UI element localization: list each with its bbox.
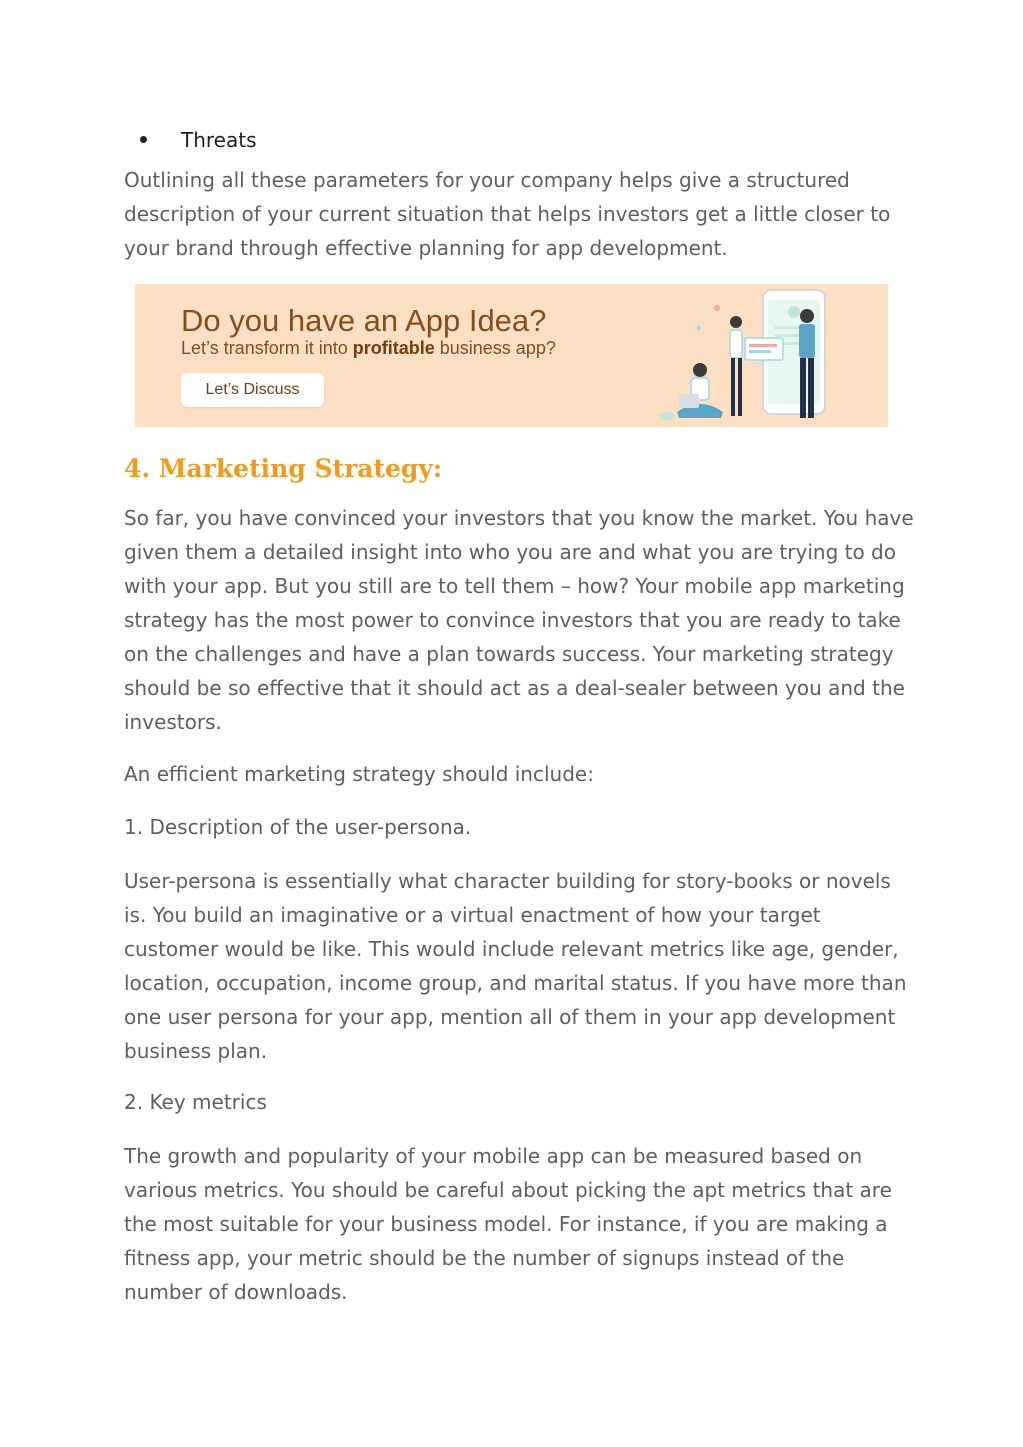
list-item-user-persona: 1. Description of the user-persona. [124, 815, 472, 839]
strategy-paragraph: So far, you have convinced your investors that you know the market. You have given them a detailed insight into who you are and what you are trying to do with your app. But you still are to tell them – how? Your mobile app marketing strategy has the most power to convince investors that you are ready to take on the challenges and have a plan towards success. Your marketing strategy should be so effective that it should act as a deal-sealer between you and the investors. [124, 506, 914, 734]
lets-discuss-button[interactable]: Let’s Discuss [181, 373, 324, 407]
banner-subtitle-start: Let’s transform it into [181, 338, 353, 358]
app-idea-banner[interactable] [135, 284, 888, 427]
bullet-dot-icon [140, 136, 147, 143]
banner-subtitle-bold: profitable [352, 338, 435, 358]
people-with-phone-illustration [655, 284, 885, 427]
bullet-item [140, 126, 257, 154]
banner-subtitle-end: business app? [434, 338, 556, 358]
metrics-paragraph: The growth and popularity of your mobile app can be measured based on various metrics. You should be careful about picking the apt metrics that are the most suitable for your business model. For instance, if you are making a fitness app, your metric should be the number of signups instead of the number of downloads. [124, 1144, 892, 1304]
intro-paragraph: Outlining all these parameters for your company helps give a structured description of your current situation that helps investors get a little closer to your brand through effective planning for app development. [124, 168, 891, 260]
banner-subtitle [181, 338, 556, 359]
bullet-text: Threats [181, 128, 257, 152]
list-item-key-metrics: 2. Key metrics [124, 1090, 267, 1114]
banner-title: Do you have an App Idea? [181, 303, 547, 338]
include-paragraph: An efficient marketing strategy should include: [124, 762, 594, 786]
section-heading: 4. Marketing Strategy: [124, 454, 443, 483]
persona-paragraph: User-persona is essentially what character building for story-books or novels is. You build an imaginative or a virtual enactment of how your target customer would be like. This would include relevant metrics like age, gender, location, occupation, income group, and marital status. If you have more than one user persona for your app, mention all of them in your app development business plan. [124, 869, 907, 1063]
